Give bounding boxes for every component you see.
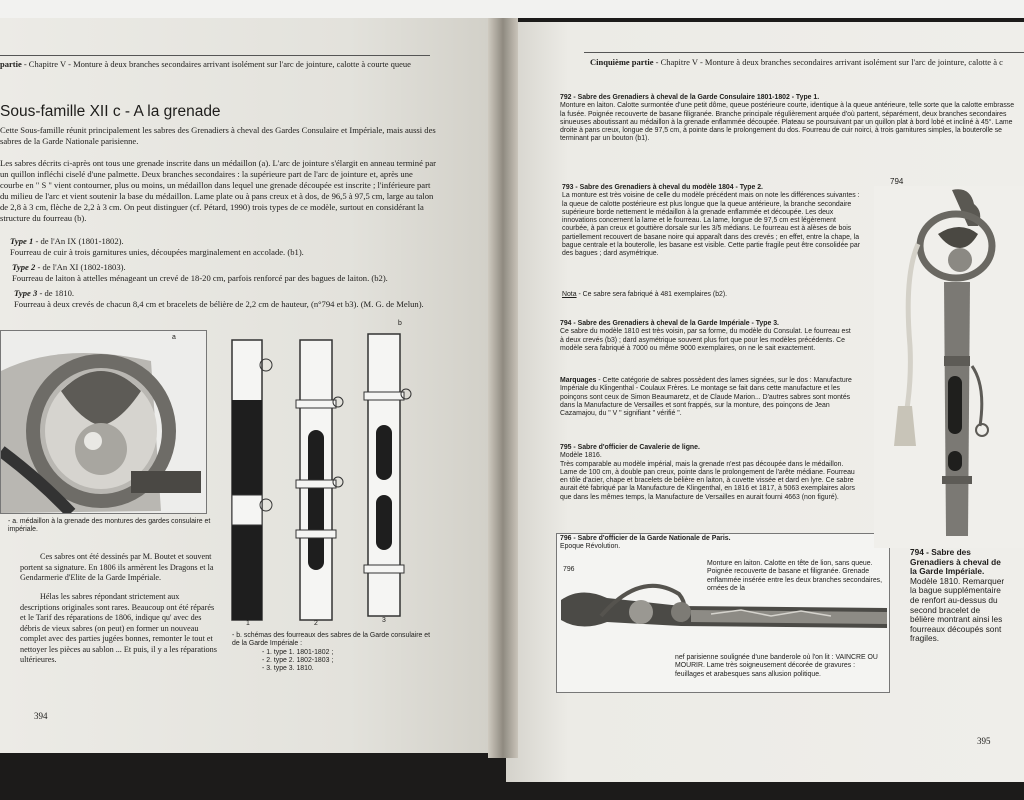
caption-b-item-3: - 3. type 3. 1810.	[262, 665, 314, 673]
caption-b	[232, 632, 432, 673]
grenade-medallion-image	[1, 331, 206, 513]
figure-b-letter: b	[398, 320, 402, 327]
entry-792-title: 792 - Sabre des Grenadiers à cheval de la Garde Consulaire 1801-1802 - Type 1.	[560, 94, 820, 101]
book-gutter	[488, 18, 518, 758]
entry-796-label: 796	[563, 566, 575, 573]
entry-793-note: Nota - Ce sabre sera fabriqué à 481 exemplaires (b2).	[562, 291, 728, 298]
entry-796-text-a: Monture en laiton. Calotte en tête de lion, sans queue. Poignée recouverte de basane et filigranée. Grenade enflammée insérée entre les deux branches secondaires, ornées de la	[707, 560, 883, 592]
entry-795-subtitle: Modèle 1816.	[560, 452, 602, 460]
running-head-rule-right	[584, 52, 1024, 53]
figure-b-scabbards	[222, 320, 422, 630]
type-1: Type 1 - de l'An IX (1801-1802). Fourreau de cuir à trois garnitures unies, découpées marginalement en accolade. (b1).	[10, 236, 304, 257]
photo-794-label: 794	[890, 177, 904, 186]
page-number-left: 394	[34, 711, 48, 721]
sword-794-photo	[874, 186, 1024, 548]
caption-b-title: - b. schémas des fourreaux des sabres de la Garde consulaire et de la Garde Impériale :	[232, 632, 431, 648]
entry-796-header	[560, 535, 880, 552]
entry-792-text: Monture en laiton. Calotte surmontée d'une petit dôme, queue postérieure courte, identique à la queue antérieure, telle sorte que la calotte embrasse la fusée. Poignée recouverte de basane filigranée. Branche principale régulièrement arquée d'où partent, séparément, deux branches secondaires sinueuses aboutissant au médaillon à la grenade enflammée découpée. Plateau se poursuivant par un quillon plat à bord lobé et incliné à 45°. Lame droite à pans creux, longue de 97,5 cm, à pointe dans le prolongement du dos. Fourreau de cuir noirci, à trois garnitures simples, la bouterolle se terminant par un bouton (b1).	[560, 102, 1015, 143]
entry-796-text-b: nef parisienne soulignée d'une banderole où l'on lit : VAINCRE OU MOURIR. Lame très soigneusement décorée de gravures : feuillages et arabesques sans allusion politique.	[675, 654, 878, 678]
entry-795-title: 795 - Sabre d'officier de Cavalerie de ligne.	[560, 444, 700, 451]
entry-794-text: Ce sabre du modèle 1810 est très voisin, par sa forme, du modèle du Consulat. Le fourreau est à deux crevés (b3) ; dard asymétrique souvent plus fort que pour les modèles précédents. Ce modèle sera fabriqué à 7000 ou même 9000 exemplaires, on ne le sait exactement.	[560, 328, 851, 352]
entry-795	[560, 444, 860, 502]
intro-paragraph: Cette Sous-famille réunit principalement les sabres des Grenadiers à cheval des Gardes Consulaire et Impériale, mais aussi des sabres de la Garde Nationale parisienne.	[0, 125, 436, 146]
scabbard-schematics	[222, 320, 422, 630]
entry-793-text: La monture est très voisine de celle du modèle précédent mais on note les différences suivantes : la queue de calotte postérieure est plus longue que la queue antérieure, la branche secondaire supérieure borde nettement le médaillon à la grenade enflammée et découpée. Les deux innovations concernent la lame et le fourreau. La lame, longue de 97,5 cm est légèrement courbée, à pan creux et gouttière dorsale sur les 3/5 médians. Le fourreau est à alèses de bois partiellement recouvert de basane noire qui apparaît dans des crevés ; en effet, entre la chape, la bague centrale et la bouterolle, les basane est visible. Cette partie fragile peut être consolidée par des bagues ; dard asymétrique.	[562, 192, 861, 258]
sword-796-image	[561, 576, 887, 646]
entry-794	[560, 320, 855, 353]
figure-a-letter: a	[172, 334, 176, 341]
scabbard-number-3: 3	[382, 617, 386, 624]
caption-b-item-1: - 1. type 1. 1801-1802 ;	[262, 648, 334, 656]
entry-793	[562, 184, 862, 259]
entry-793-title: 793 - Sabre des Grenadiers à cheval du modèle 1804 - Type 2.	[562, 184, 763, 191]
entry-796-title: 796 - Sabre d'officier de la Garde Nationale de Paris.	[560, 535, 731, 542]
caption-794-title: 794 - Sabre des Grenadiers à cheval de la Garde Impériale.	[910, 547, 1001, 577]
body-paragraph-1: Ces sabres ont été dessinés par M. Boutet et souvent portent sa signature. En 1806 ils armèrent les Dragons et la Gendarmerie d'Elite de la Garde Impériale.	[20, 552, 214, 582]
figure-796-box	[556, 533, 890, 693]
page-number-right: 395	[977, 736, 991, 746]
entry-792	[560, 94, 1020, 144]
marquages: Marquages - Cette catégorie de sabres possèdent des lames signées, sur le dos : Manufacture Impériale du Klingenthal - Coulaux Frères. Le montage se fait dans cette manufacture et les poinçons sont ceux de Simon Beaumaretz, et de Claude Marion... D'autres sabres sont montés dans la Manufacture de Versailles et sont frappés, sur la monture, des poinçons de Jean Cazamajou, du " V " signifiant " vérifié ".	[560, 377, 852, 418]
scabbard-number-1: 1	[246, 620, 250, 627]
running-head-right: Cinquième partie - Chapitre V - Monture à deux branches secondaires arrivant isolément sur l'arc de jointure, calotte à c	[590, 57, 1003, 67]
caption-b-item-2: - 2. type 2. 1802-1803 ;	[262, 656, 334, 664]
caption-a: - a. médaillon à la grenade des montures des gardes consulaire et impériale.	[8, 518, 211, 534]
background-strip	[0, 0, 1024, 18]
caption-794-text: Modèle 1810. Remarquer la bague supplémentaire de renfort au-dessus du second bracelet de bélière montrant ainsi les fourreaux découpés sont fragiles.	[910, 575, 1005, 644]
figure-a-medallion-photo	[0, 330, 207, 514]
body-paragraph-2: Hélas les sabres répondant strictement aux descriptions originales sont rares. Beaucoup ont été réparés et le Tarif des réparations de 1806, indique qu' avec des débris de vieux sabres (on peut) en former un nouveau complet avec des parties jugées bonnes, remonter le tout et nettoyer les pièces au sablon ... Et puis, il y a les réparations ultérieures.	[20, 592, 217, 664]
type-2: Type 2 - de l'An XI (1802-1803). Fourreau de laiton à attelles ménageant un crevé de 18-20 cm, parfois renforcé par des bagues de laiton. (b2).	[12, 262, 388, 283]
running-head-rule-left	[0, 55, 430, 56]
type-3: Type 3 - de 1810. Fourreau à deux crevés de chacun 8,4 cm et bracelets de bélière de 2,2 cm de hauteur, (n°794 et b3). (M. G. de Melun).	[14, 288, 424, 309]
entry-794-title: 794 - Sabre des Grenadiers à cheval de la Garde Impériale - Type 3.	[560, 320, 779, 327]
entry-795-text: Très comparable au modèle impérial, mais la grenade n'est pas découpée dans le médaillon. Lame de 100 cm, à double pan creux, pointe dans le prolongement de l'arête médiane. Fourreau en tôle d'acier, chape et bracelets de bélière en laiton, à cuvette vissée et dard en lyre. Ce sabre aurait été fabriqué par la Manufacture de Klingenthal, en 1816 et 1817, à 5063 exemplaires alors que dans les mêmes temps, la Manufacture de Versailles en aurait fourni 4663 (non figuré).	[560, 460, 855, 501]
scabbard-number-2: 2	[314, 620, 318, 627]
section-heading: Sous-famille XII c - A la grenade	[0, 103, 221, 120]
running-head-left: partie - Chapitre V - Monture à deux branches secondaires arrivant isolément sur l'arc de jointure, calotte à courte queue	[0, 59, 411, 69]
caption-794	[910, 548, 1006, 644]
description-paragraph: Les sabres décrits ci-après ont tous une grenade inscrite dans un médaillon (a). L'arc de jointure s'élargit en anneau terminé par un quillon infléchi ciselé d'une palmette. Deux branches secondaires : la supérieure part de l'arc de jointure et, après une courbe en " S " vient contourner, plus ou moins, un médaillon dans lequel une grenade découpée est inscrite ; l'inférieure part du milieu de l'arc et vient soutenir la base du médaillon. Lame plate ou à pans creux et à dos, de 96,5 à 97,5 cm, large au talon de 2,8 à 3 cm, flèche de 2,2 à 3 cm. On peut distinguer (cf. Pétard, 1990) trois types de ce modèle, surtout en considérant la structure du fourreau (b).	[0, 158, 437, 223]
entry-796-subtitle: Epoque Révolution.	[560, 543, 621, 551]
